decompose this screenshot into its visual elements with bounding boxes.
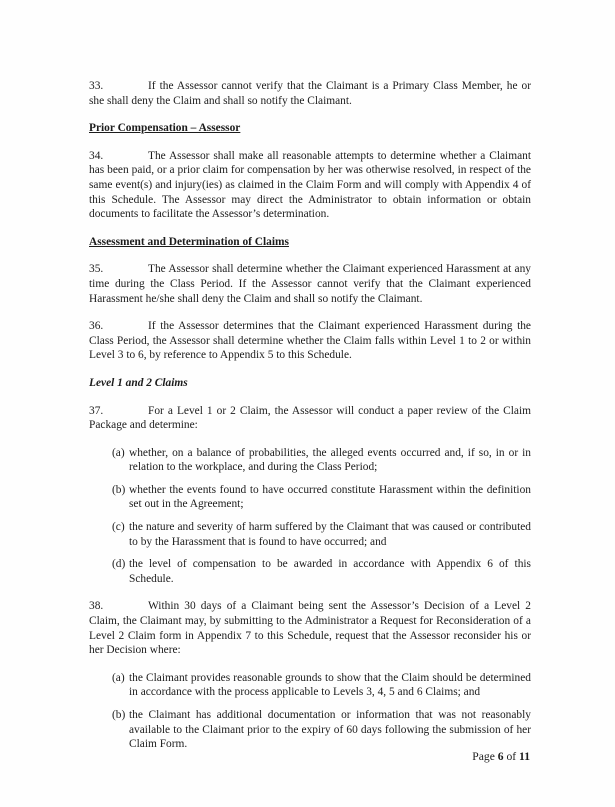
footer-page-number: 6 [497,750,504,763]
list-item-37b-text: whether the events found to have occurred constitute Harassment within the definition set out in the Agreement; [129,483,531,511]
paragraph-35-number: 35. [89,263,104,276]
paragraph-38-lettered-list [89,671,531,752]
list-item-37d-text: the level of compensation to be awarded in accordance with Appendix 6 of this Schedule. [129,558,531,585]
paragraph-34 [89,149,531,222]
list-item-38a [89,671,531,700]
list-item-37c-text: the nature and severity of harm suffered by the Claimant that was caused or contributed to by the Harassment that is found to have occurred; and [129,521,531,548]
list-item-38b-label: (b) [112,709,126,721]
footer-page-label: Page [472,750,495,763]
heading-assessment-determination: Assessment and Determination of Claims [89,235,289,248]
paragraph-35-text: The Assessor shall determine whether the Claimant experienced Harassment at any time during the Class Period. If the Assessor cannot verify that the Claimant experienced Harassment he/she shall deny the Claim and shall so notify the Claimant. [89,263,531,305]
list-item-37c-label: (c) [112,521,125,534]
paragraph-34-text: The Assessor shall make all reasonable attempts to determine whether a Claimant has been paid, or a prior claim for compensation by her was otherwise resolved, in respect of the same event(s) and injury(ies) as claimed in the Claim Form and will comply with Appendix 4 of this Schedule. The Assessor may direct the Administrator to obtain information or obtain documents to facilitate the Assessor’s determination. [89,149,531,221]
footer-of-label: of [506,750,517,763]
list-item-37d [89,557,531,586]
list-item-37a-label: (a) [112,446,125,459]
list-item-38b-text: the Claimant has additional documentation or information that was not reasonably available to the Claimant prior to the expiry of 60 days following the submission of her Claim Form. [129,709,531,751]
list-item-38a-label: (a) [112,671,125,684]
paragraph-34-number: 34. [89,149,104,162]
paragraph-35 [89,262,531,306]
list-item-38a-text: the Claimant provides reasonable grounds to show that the Claim should be determined in accordance with the process applicable to Levels 3, 4, 5 and 6 Claims; and [129,671,531,699]
list-item-37a [89,446,531,475]
paragraph-33-text: If the Assessor cannot verify that the Claimant is a Primary Class Member, he or she shall deny the Claim and shall so notify the Claimant. [89,80,531,107]
paragraph-38-number: 38. [89,600,104,613]
paragraph-37 [89,404,531,433]
paragraph-36 [89,319,531,363]
list-item-37b [89,483,531,512]
paragraph-38-text: Within 30 days of a Claimant being sent the Assessor’s Decision of a Level 2 Claim, the Claimant may, by submitting to the Administrator a Request for Reconsideration of a Level 2 Claim form in Appendix 7 to this Schedule, request that the Assessor reconsider his or her Decision where: [89,600,531,657]
paragraph-37-text: For a Level 1 or 2 Claim, the Assessor will conduct a paper review of the Claim Package and determine: [89,404,531,432]
document-body [89,79,531,765]
list-item-37b-label: (b) [112,483,126,496]
paragraph-33 [89,79,531,108]
paragraph-36-number: 36. [89,320,104,333]
subheading-level-1-2-claims: Level 1 and 2 Claims [89,376,188,389]
footer-total-pages: 11 [519,750,530,763]
paragraph-38 [89,599,531,657]
paragraph-37-lettered-list [89,446,531,587]
list-item-38b [89,708,531,752]
paragraph-33-number: 33. [89,80,104,92]
heading-prior-compensation: Prior Compensation – Assessor [89,122,241,135]
paragraph-36-text: If the Assessor determines that the Claimant experienced Harassment during the Class Period, the Assessor shall determine whether the Claim falls within Level 1 to 2 or within Level 3 to 6, by reference to Appendix 5 to this Schedule. [89,320,531,362]
paragraph-37-number: 37. [89,404,104,417]
list-item-37c [89,520,531,549]
list-item-37a-text: whether, on a balance of probabilities, the alleged events occurred and, if so, in or in relation to the workplace, and during the Class Period; [129,446,531,474]
page-footer [472,750,530,764]
list-item-37d-label: (d) [112,558,126,571]
